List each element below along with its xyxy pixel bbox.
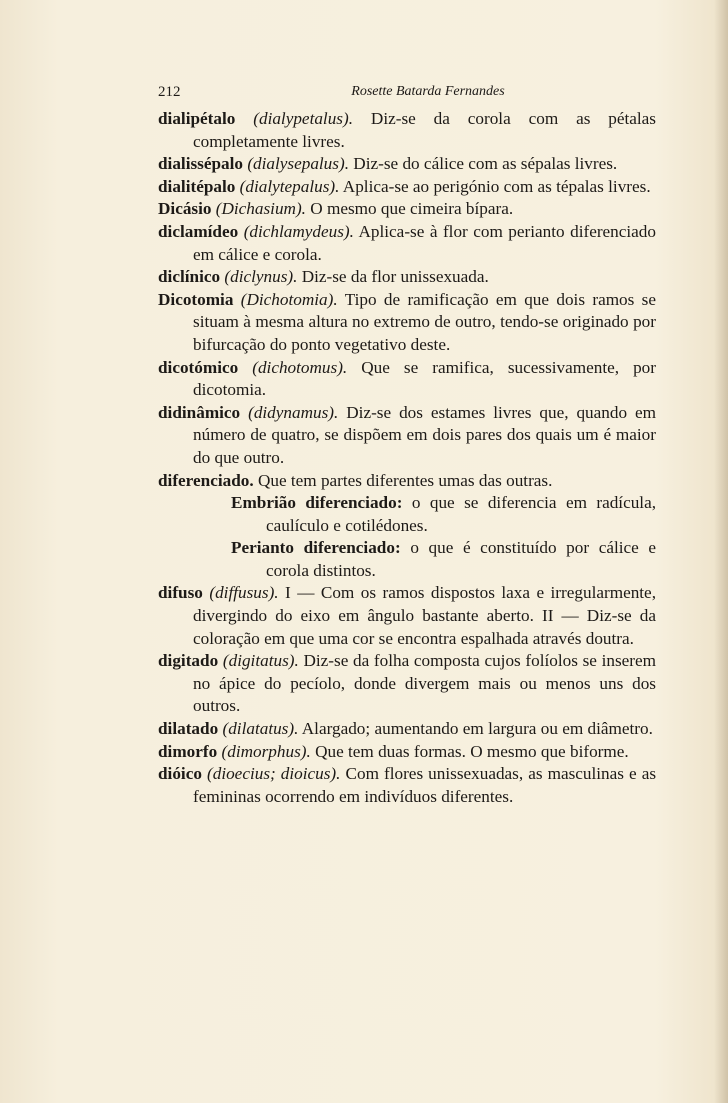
glossary-entry [158,153,656,176]
entry-term: digitado [158,651,219,671]
glossary-entry [158,718,656,741]
subentry-term: Embrião diferenciado: [231,493,403,513]
entry-term: dimorfo [158,741,218,761]
running-head: Rosette Batarda Fernandes [351,84,505,99]
entry-term: Dicásio [158,199,212,219]
entry-latin: (dialytepalus). [239,176,340,196]
entry-definition: Aplica-se à flor com perianto diferenciado em cálice e corola. [193,221,656,264]
entry-latin: (dimorphus). [221,741,311,761]
entry-latin: (digitatus). [222,651,299,671]
entry-latin: (Dichotomia). [240,289,338,309]
entry-definition: Diz-se da folha composta cujos folíolos se inserem no ápice do pecíolo, donde divergem mais ou menos uns dos outros. [193,651,657,716]
glossary-entry [158,176,656,199]
entry-term: diferenciado. [158,470,254,490]
entry-latin: (dichlamydeus). [243,221,354,241]
glossary-entry [158,582,656,650]
glossary-entry [158,763,656,808]
glossary-subentry [158,537,656,582]
entry-definition: Que se ramifica, sucessivamente, por dicotomia. [193,357,656,400]
glossary-entry [158,198,656,221]
page-header [158,84,658,106]
glossary-entry [158,289,656,357]
entry-definition: Diz-se da corola com as pétalas completamente livres. [193,109,656,151]
entry-term: didinâmico [158,402,241,422]
entry-definition: Tipo de ramificação em que dois ramos se situam à mesma altura no extremo de outro, tendo-se originado por bifurcação do ponto vegetativo deste. [193,289,656,354]
entry-latin: (dilatatus). [222,719,299,739]
subentry-definition: o que é constituído por cálice e corola distintos. [266,538,657,580]
entry-term: difuso [158,583,203,603]
entry-term: dialitépalo [158,176,236,196]
entry-definition: O mesmo que cimeira bípara. [310,199,514,219]
page-edge-shadow [714,0,728,1103]
glossary-entry [158,357,656,402]
glossary-entry [158,221,656,266]
entry-definition: Diz-se do cálice com as sépalas livres. [353,154,618,174]
entry-definition: Com flores unissexuadas, as masculinas e as femininas ocorrendo em indivíduos diferentes. [193,764,657,806]
entry-latin: (dialysepalus). [247,154,349,174]
entry-term: dicotómico [158,357,239,377]
entry-term: dialissépalo [158,154,244,174]
entry-definition: I — Com os ramos dispostos laxa e irregularmente, divergindo do eixo em ângulo bastante aberto. II — Diz-se da coloração em que uma cor se encontra espalhada através doutra. [193,583,656,648]
entry-latin: (diclynus). [224,267,298,287]
entry-term: diclamídeo [158,221,239,241]
subentry-term: Perianto diferenciado: [231,538,401,558]
entry-term: diclínico [158,267,221,287]
glossary-body [158,108,656,808]
glossary-entry [158,650,656,718]
glossary-entry [158,402,656,470]
entry-term: dialipétalo [158,109,236,128]
entry-latin: (Dichasium). [215,199,306,219]
entry-definition: Diz-se da flor unissexuada. [301,267,489,287]
entry-definition: Aplica-se ao perigónio com as tépalas livres. [342,176,651,196]
entry-latin: (diffusus). [209,583,279,603]
glossary-entry [158,470,656,493]
subentry-definition: o que se diferencia em radícula, caulículo e cotilédones. [266,493,656,535]
entry-latin: (dichotomus). [252,357,348,377]
entry-term: dilatado [158,719,219,739]
entry-latin: (dialypetalus). [253,109,354,128]
entry-latin: (dioecius; dioicus). [207,764,341,784]
entry-latin: (didynamus). [248,402,339,422]
glossary-entry [158,741,656,764]
entry-definition: Que tem partes diferentes umas das outras. [257,470,553,490]
entry-definition: Diz-se dos estames livres que, quando em número de quatro, se dispõem em dois pares dos quais um é maior do que outro. [193,402,656,467]
page-number: 212 [158,84,181,100]
glossary-entry [158,108,656,153]
entry-term: dióico [158,764,202,784]
entry-definition: Que tem duas formas. O mesmo que biforme. [315,741,629,761]
glossary-entry [158,266,656,289]
glossary-subentry [158,492,656,537]
entry-definition: Alargado; aumentando em largura ou em diâmetro. [301,719,653,739]
entry-term: Dicotomia [158,289,234,309]
